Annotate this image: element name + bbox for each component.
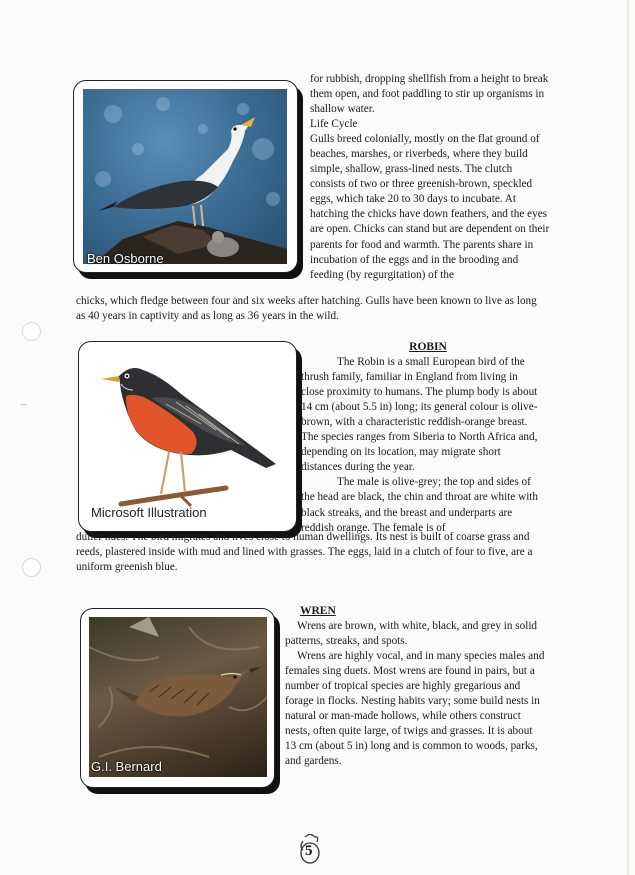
life-cycle-heading: Life Cycle [310, 118, 358, 131]
gull-photo [83, 89, 287, 264]
wren-photo-frame [80, 608, 275, 788]
page-number: 5 [305, 843, 313, 859]
scan-speck: ‐– [20, 400, 27, 409]
robin-heading: ROBIN [409, 341, 447, 353]
wren-photo-credit: G.I. Bernard [91, 759, 162, 774]
page-number-emblem [295, 832, 325, 864]
robin-paragraph-2: The male is olive-grey; the top and sides of the head are black, the chin and throat are white with black streaks, and the breast and underparts are reddish orange. The female is of [301, 476, 539, 534]
page-edge [627, 0, 629, 875]
gull-text-wide [76, 294, 546, 324]
gull-text-top: for rubbish, dropping shellfish from a height to break them open, and foot paddling to stir up organisms in shallow water. [310, 73, 549, 116]
gull-text-column [310, 72, 550, 283]
gull-image [83, 89, 287, 264]
gull-photo-frame [73, 80, 298, 273]
wren-image [89, 617, 267, 777]
binder-hole-bottom [22, 558, 41, 577]
wren-paragraph-1: Wrens are brown, with white, black, and grey in solid patterns, streaks, and spots. [285, 620, 538, 648]
wren-heading: WREN [300, 605, 336, 617]
wren-paragraph-2: Wrens are highly vocal, and in many species males and females sing duets. Most wrens are found in pairs, but a number of tropical species are highly gregarious and forage in flocks. Nesting habits vary; some build nests in natural or man-made hollows, while others construct nests, often quite large, of twigs and grasses. It is about 13 cm (about 5 in) long and is common to woods, parks, and gardens. [285, 650, 545, 768]
robin-text-column [301, 340, 543, 536]
wren-text-column [285, 604, 545, 770]
wren-photo [89, 617, 267, 777]
gull-photo-credit: Ben Osborne [87, 251, 164, 266]
robin-illustration-frame [78, 341, 297, 532]
robin-illustration-credit: Microsoft Illustration [91, 505, 207, 520]
robin-text-wide [76, 530, 546, 575]
gull-text-main: Gulls breed colonially, mostly on the flat ground of beaches, marshes, or riverbeds, where they build simple, shallow, grass-lined nests. The clutch consists of two or three greenish-brown, speckled eggs, which take 20 to 30 days to incubate. At hatching the chicks have down feathers, and the eyes are open. Chicks can stand but are dependent on their parents for food and warmth. The parents share in incubation of the eggs and in the brooding and feeding (by regurgitation) of the [310, 133, 550, 281]
gull-text-wide-paragraph: chicks, which fledge between four and six weeks after hatching. Gulls have been known to live as long as 40 years in captivity and as long as 36 years in the wild. [76, 295, 537, 323]
robin-illustration [81, 346, 297, 516]
binder-hole-top [22, 322, 41, 341]
robin-paragraph-1: The Robin is a small European bird of the thrush family, familiar in England from living in close proximity to humans. The plump body is about 14 cm (about 5.5 in) long; its general colour is olive-brown, with a characteristic reddish-orange breast. The species ranges from Siberia to North Africa and, depending on its location, may migrate short distances during the year. [301, 356, 538, 474]
robin-text-wide-paragraph: duller hues. The bird migrates and lives close to human dwellings. Its nest is built of coarse grass and reeds, plastered inside with mud and lined with grasses. The eggs, laid in a clutch of four to five, are a uniform greenish blue. [76, 531, 533, 574]
